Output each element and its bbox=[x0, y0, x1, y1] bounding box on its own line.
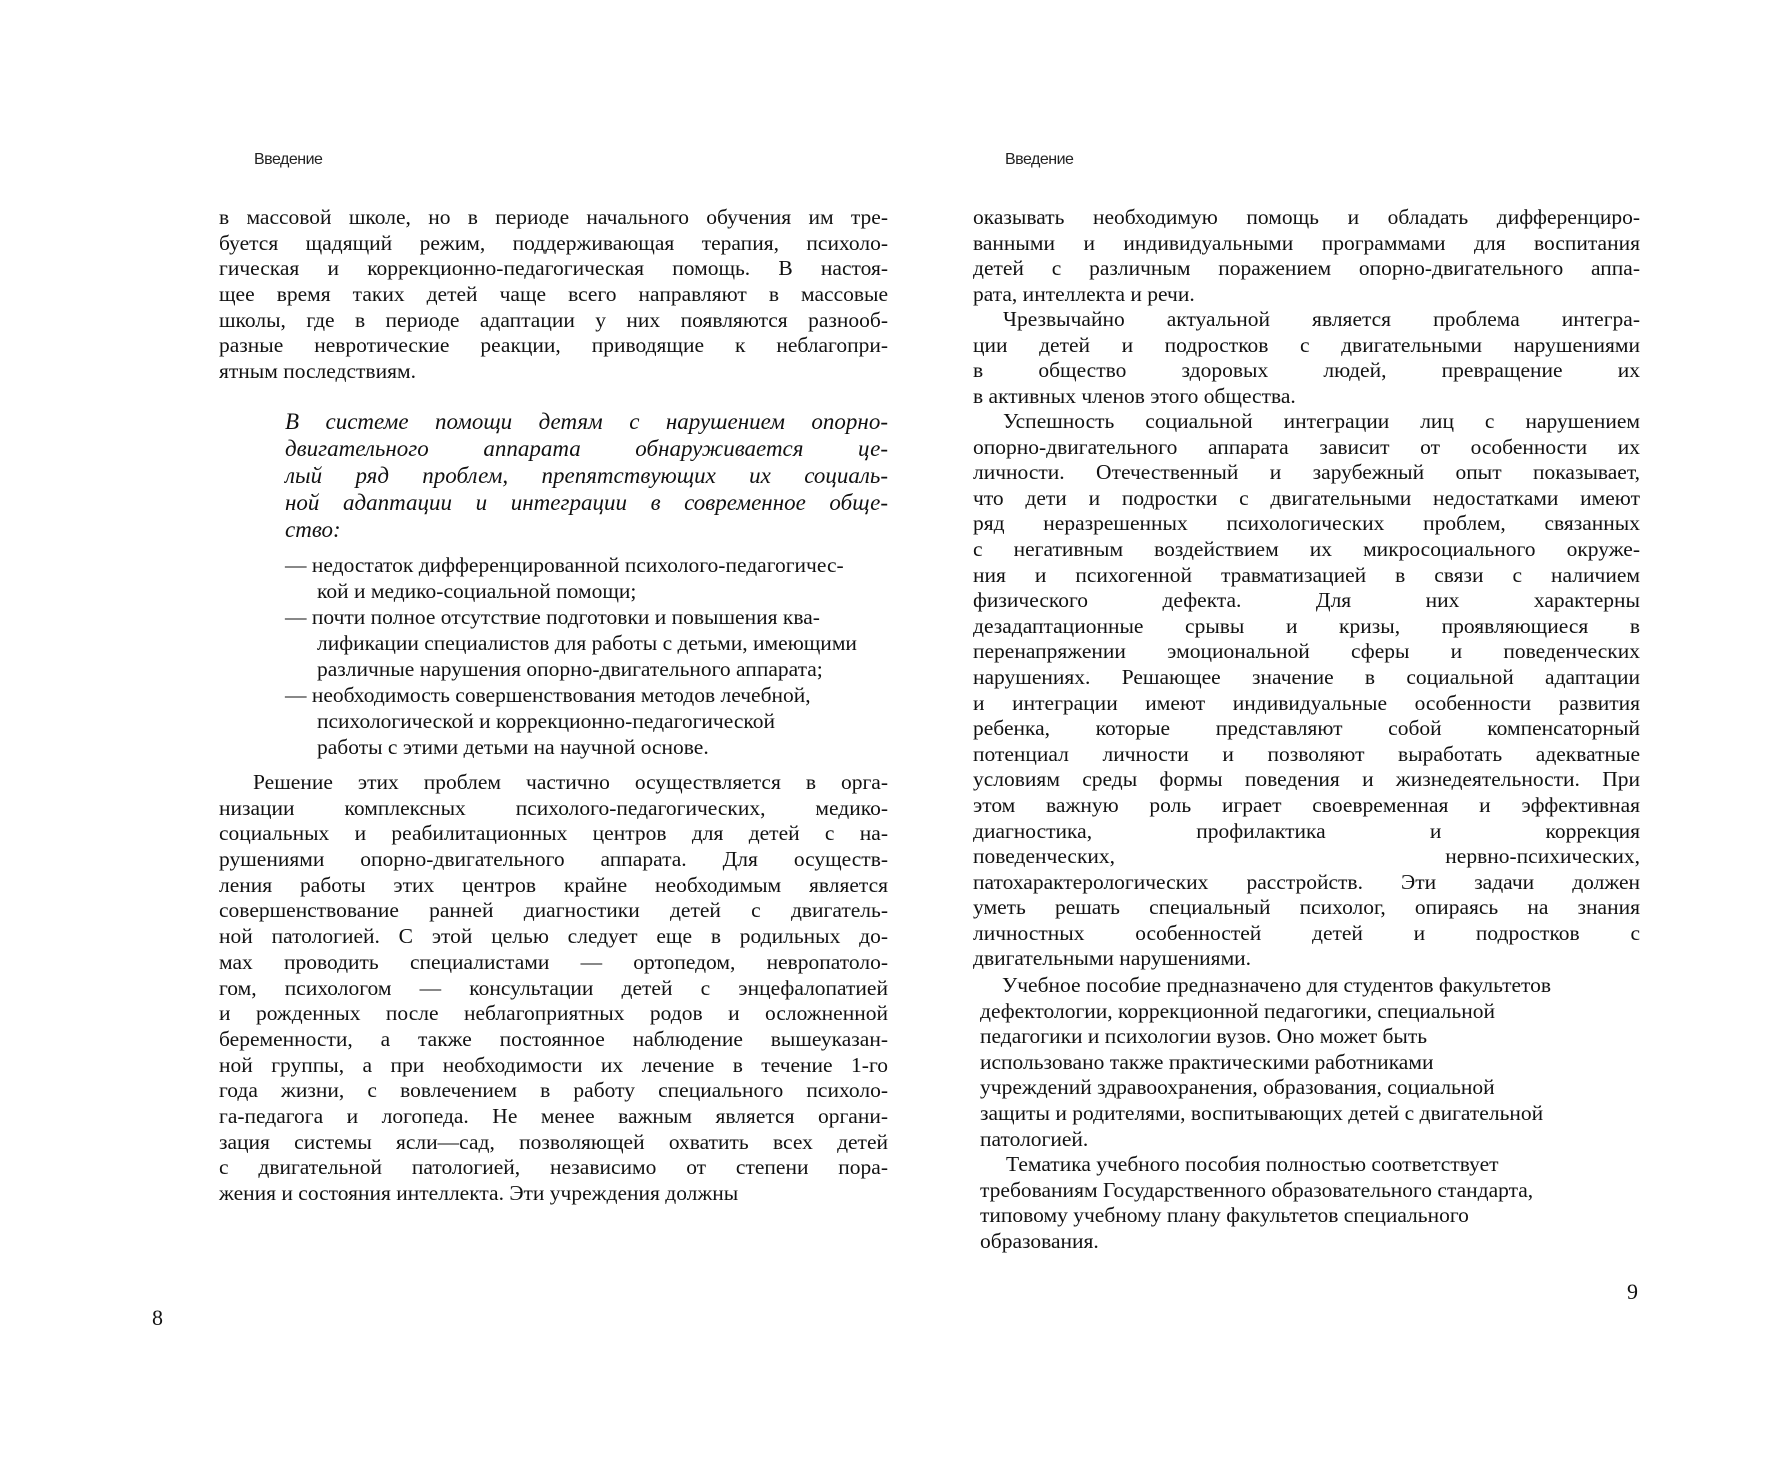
text-line: и рожденных после неблагоприятных родов и осложненной bbox=[219, 1001, 888, 1026]
text-line: опорно-двигательного аппарата зависит от особенности их bbox=[973, 434, 1640, 459]
text-line: учреждений здравоохранения, образования, социальной bbox=[980, 1075, 1495, 1100]
text-line: уметь решать специальный психолог, опираясь на знания bbox=[973, 895, 1640, 920]
text-line: ния и психогенной травматизацией в связи с наличием bbox=[973, 562, 1640, 587]
text-line: ной патологией. С этой целью следует еще в родильных до- bbox=[219, 924, 888, 949]
text-line: разные невротические реакции, приводящие к неблагопри- bbox=[219, 333, 888, 358]
text-line: ребенка, которые представляют собой компенсаторный bbox=[973, 716, 1640, 741]
text-line: — недостаток дифференцированной психолого-педагогичес- bbox=[285, 553, 844, 577]
text-line: и интеграции имеют индивидуальные особенности развития bbox=[973, 690, 1640, 715]
text-line: низации комплексных психолого-педагогических, медико- bbox=[219, 795, 888, 820]
text-line: личности. Отечественный и зарубежный опыт показывает, bbox=[973, 460, 1640, 485]
text-line: психологической и коррекционно-педагогической bbox=[317, 709, 775, 733]
text-line: педагогики и психологии вузов. Оно может быть bbox=[980, 1024, 1428, 1049]
text-line: перенапряжении эмоциональной сферы и поведенческих bbox=[973, 639, 1640, 664]
right-running-header: Введение bbox=[1005, 151, 1074, 168]
right-paragraph-4 bbox=[980, 973, 1640, 1152]
text-line: щее время таких детей чаще всего направляют в массовые bbox=[219, 282, 888, 307]
right-paragraph-2 bbox=[973, 307, 1640, 409]
list-item bbox=[285, 552, 888, 604]
text-line: Успешность социальной интеграции лиц с нарушением bbox=[1003, 409, 1640, 433]
left-bullet-list bbox=[285, 552, 888, 760]
left-page-number: 8 bbox=[152, 1305, 163, 1330]
text-line: — необходимость совершенствования методов лечебной, bbox=[285, 683, 811, 707]
text-line: ство: bbox=[285, 517, 341, 542]
text-line: мах проводить специалистами — ортопедом, невропатоло- bbox=[219, 949, 888, 974]
text-line: Тематика учебного пособия полностью соответствует bbox=[1006, 1152, 1499, 1176]
text-line: потенциал личности и позволяют выработать адекватные bbox=[973, 741, 1640, 766]
text-line: Учебное пособие предназначено для студентов факультетов bbox=[1002, 973, 1552, 997]
text-line: физического дефекта. Для них характерны bbox=[973, 588, 1640, 613]
text-line: условиям среды формы поведения и жизнедеятельности. При bbox=[973, 767, 1640, 792]
list-item bbox=[285, 604, 888, 682]
text-line: ванными и индивидуальными программами для воспитания bbox=[973, 230, 1640, 255]
text-line: в массовой школе, но в периоде начального обучения им тре- bbox=[219, 205, 888, 229]
text-line: беременности, а также постоянное наблюдение вышеуказан- bbox=[219, 1026, 888, 1051]
text-line: что дети и подростки с двигательными недостатками имеют bbox=[973, 485, 1640, 510]
text-line: рата, интеллекта и речи. bbox=[973, 281, 1195, 306]
text-line: с двигательной патологией, независимо от степени пора- bbox=[219, 1155, 888, 1180]
text-line: рушениями опорно-двигательного аппарата. Для осуществ- bbox=[219, 847, 888, 872]
text-line: буется щадящий режим, поддерживающая терапия, психоло- bbox=[219, 230, 888, 255]
left-running-header: Введение bbox=[254, 151, 323, 168]
text-line: дезадаптационные срывы и кризы, проявляющиеся в bbox=[973, 613, 1640, 638]
text-line: Решение этих проблем частично осуществляется в орга- bbox=[253, 770, 888, 794]
text-line: двигательного аппарата обнаруживается це- bbox=[285, 436, 888, 461]
text-line: различные нарушения опорно-двигательного аппарата; bbox=[317, 657, 823, 681]
text-line: защиты и родителями, воспитывающих детей с двигательной bbox=[980, 1100, 1544, 1125]
text-line: с негативным воздействием их микросоциального окруже- bbox=[973, 536, 1640, 561]
text-line: В системе помощи детям с нарушением опорно- bbox=[285, 409, 888, 434]
text-line: га-педагога и логопеда. Не менее важным является органи- bbox=[219, 1103, 888, 1128]
text-line: диагностика, профилактика и коррекция bbox=[973, 818, 1640, 843]
text-line: ятным последствиям. bbox=[219, 359, 416, 384]
text-line: жения и состояния интеллекта. Эти учреждения должны bbox=[219, 1181, 739, 1205]
text-line: поведенческих, нервно-психических, bbox=[973, 844, 1640, 869]
text-line: кой и медико-социальной помощи; bbox=[317, 579, 637, 603]
text-line: ной адаптации и интеграции в современное обще- bbox=[285, 490, 888, 515]
text-line: школы, где в периоде адаптации у них появляются разнооб- bbox=[219, 307, 888, 332]
text-line: гом, психологом — консультации детей с энцефалопатией bbox=[219, 975, 888, 1000]
text-line: патологией. bbox=[980, 1126, 1089, 1151]
left-paragraph-2 bbox=[219, 770, 888, 1207]
text-line: зация системы ясли—сад, позволяющей охватить всех детей bbox=[219, 1129, 888, 1154]
text-line: патохарактерологических расстройств. Эти задачи должен bbox=[973, 869, 1640, 894]
text-line: гическая и коррекционно-педагогическая помощь. В настоя- bbox=[219, 256, 888, 281]
right-paragraph-5 bbox=[980, 1152, 1640, 1254]
right-page-number: 9 bbox=[1627, 1279, 1638, 1304]
text-line: социальных и реабилитационных центров для детей с на- bbox=[219, 821, 888, 846]
text-line: детей с различным поражением опорно-двигательного аппа- bbox=[973, 256, 1640, 281]
text-line: ления работы этих центров крайне необходимым является bbox=[219, 872, 888, 897]
text-line: в общество здоровых людей, превращение их bbox=[973, 358, 1640, 383]
text-line: в активных членов этого общества. bbox=[973, 383, 1296, 408]
text-line: ной группы, а при необходимости их лечение в течение 1-го bbox=[219, 1052, 888, 1077]
left-paragraph-1 bbox=[219, 205, 888, 385]
text-line: двигательными нарушениями. bbox=[973, 946, 1252, 971]
text-line: оказывать необходимую помощь и обладать дифференциро- bbox=[973, 205, 1640, 229]
text-line: личностных особенностей детей и подростков с bbox=[973, 920, 1640, 945]
text-line: Чрезвычайно актуальной является проблема интегра- bbox=[1003, 307, 1640, 331]
text-line: работы с этими детьми на научной основе. bbox=[317, 735, 709, 759]
text-line: нарушениях. Решающее значение в социальной адаптации bbox=[973, 664, 1640, 689]
left-italic-statement bbox=[285, 408, 888, 543]
text-line: ции детей и подростков с двигательными нарушениями bbox=[973, 332, 1640, 357]
text-line: типовому учебному плану факультетов специального bbox=[980, 1203, 1469, 1228]
text-line: использовано также практическими работниками bbox=[980, 1049, 1434, 1074]
text-line: требованиям Государственного образовательного стандарта, bbox=[980, 1177, 1534, 1202]
list-item bbox=[285, 682, 888, 760]
text-line: образования. bbox=[980, 1228, 1099, 1253]
text-line: года жизни, с вовлечением в работу специального психоло- bbox=[219, 1078, 888, 1103]
text-line: лификации специалистов для работы с детьми, имеющими bbox=[317, 631, 857, 655]
text-line: этом важную роль играет своевременная и эффективная bbox=[973, 792, 1640, 817]
text-line: ряд неразрешенных психологических проблем, связанных bbox=[973, 511, 1640, 536]
right-paragraph-1 bbox=[973, 205, 1640, 307]
text-line: — почти полное отсутствие подготовки и повышения ква- bbox=[285, 605, 820, 629]
text-line: лый ряд проблем, препятствующих их социаль- bbox=[285, 463, 888, 488]
text-line: совершенствование ранней диагностики детей с двигатель- bbox=[219, 898, 888, 923]
right-paragraph-3 bbox=[973, 409, 1640, 972]
text-line: дефектологии, коррекционной педагогики, специальной bbox=[980, 998, 1495, 1023]
